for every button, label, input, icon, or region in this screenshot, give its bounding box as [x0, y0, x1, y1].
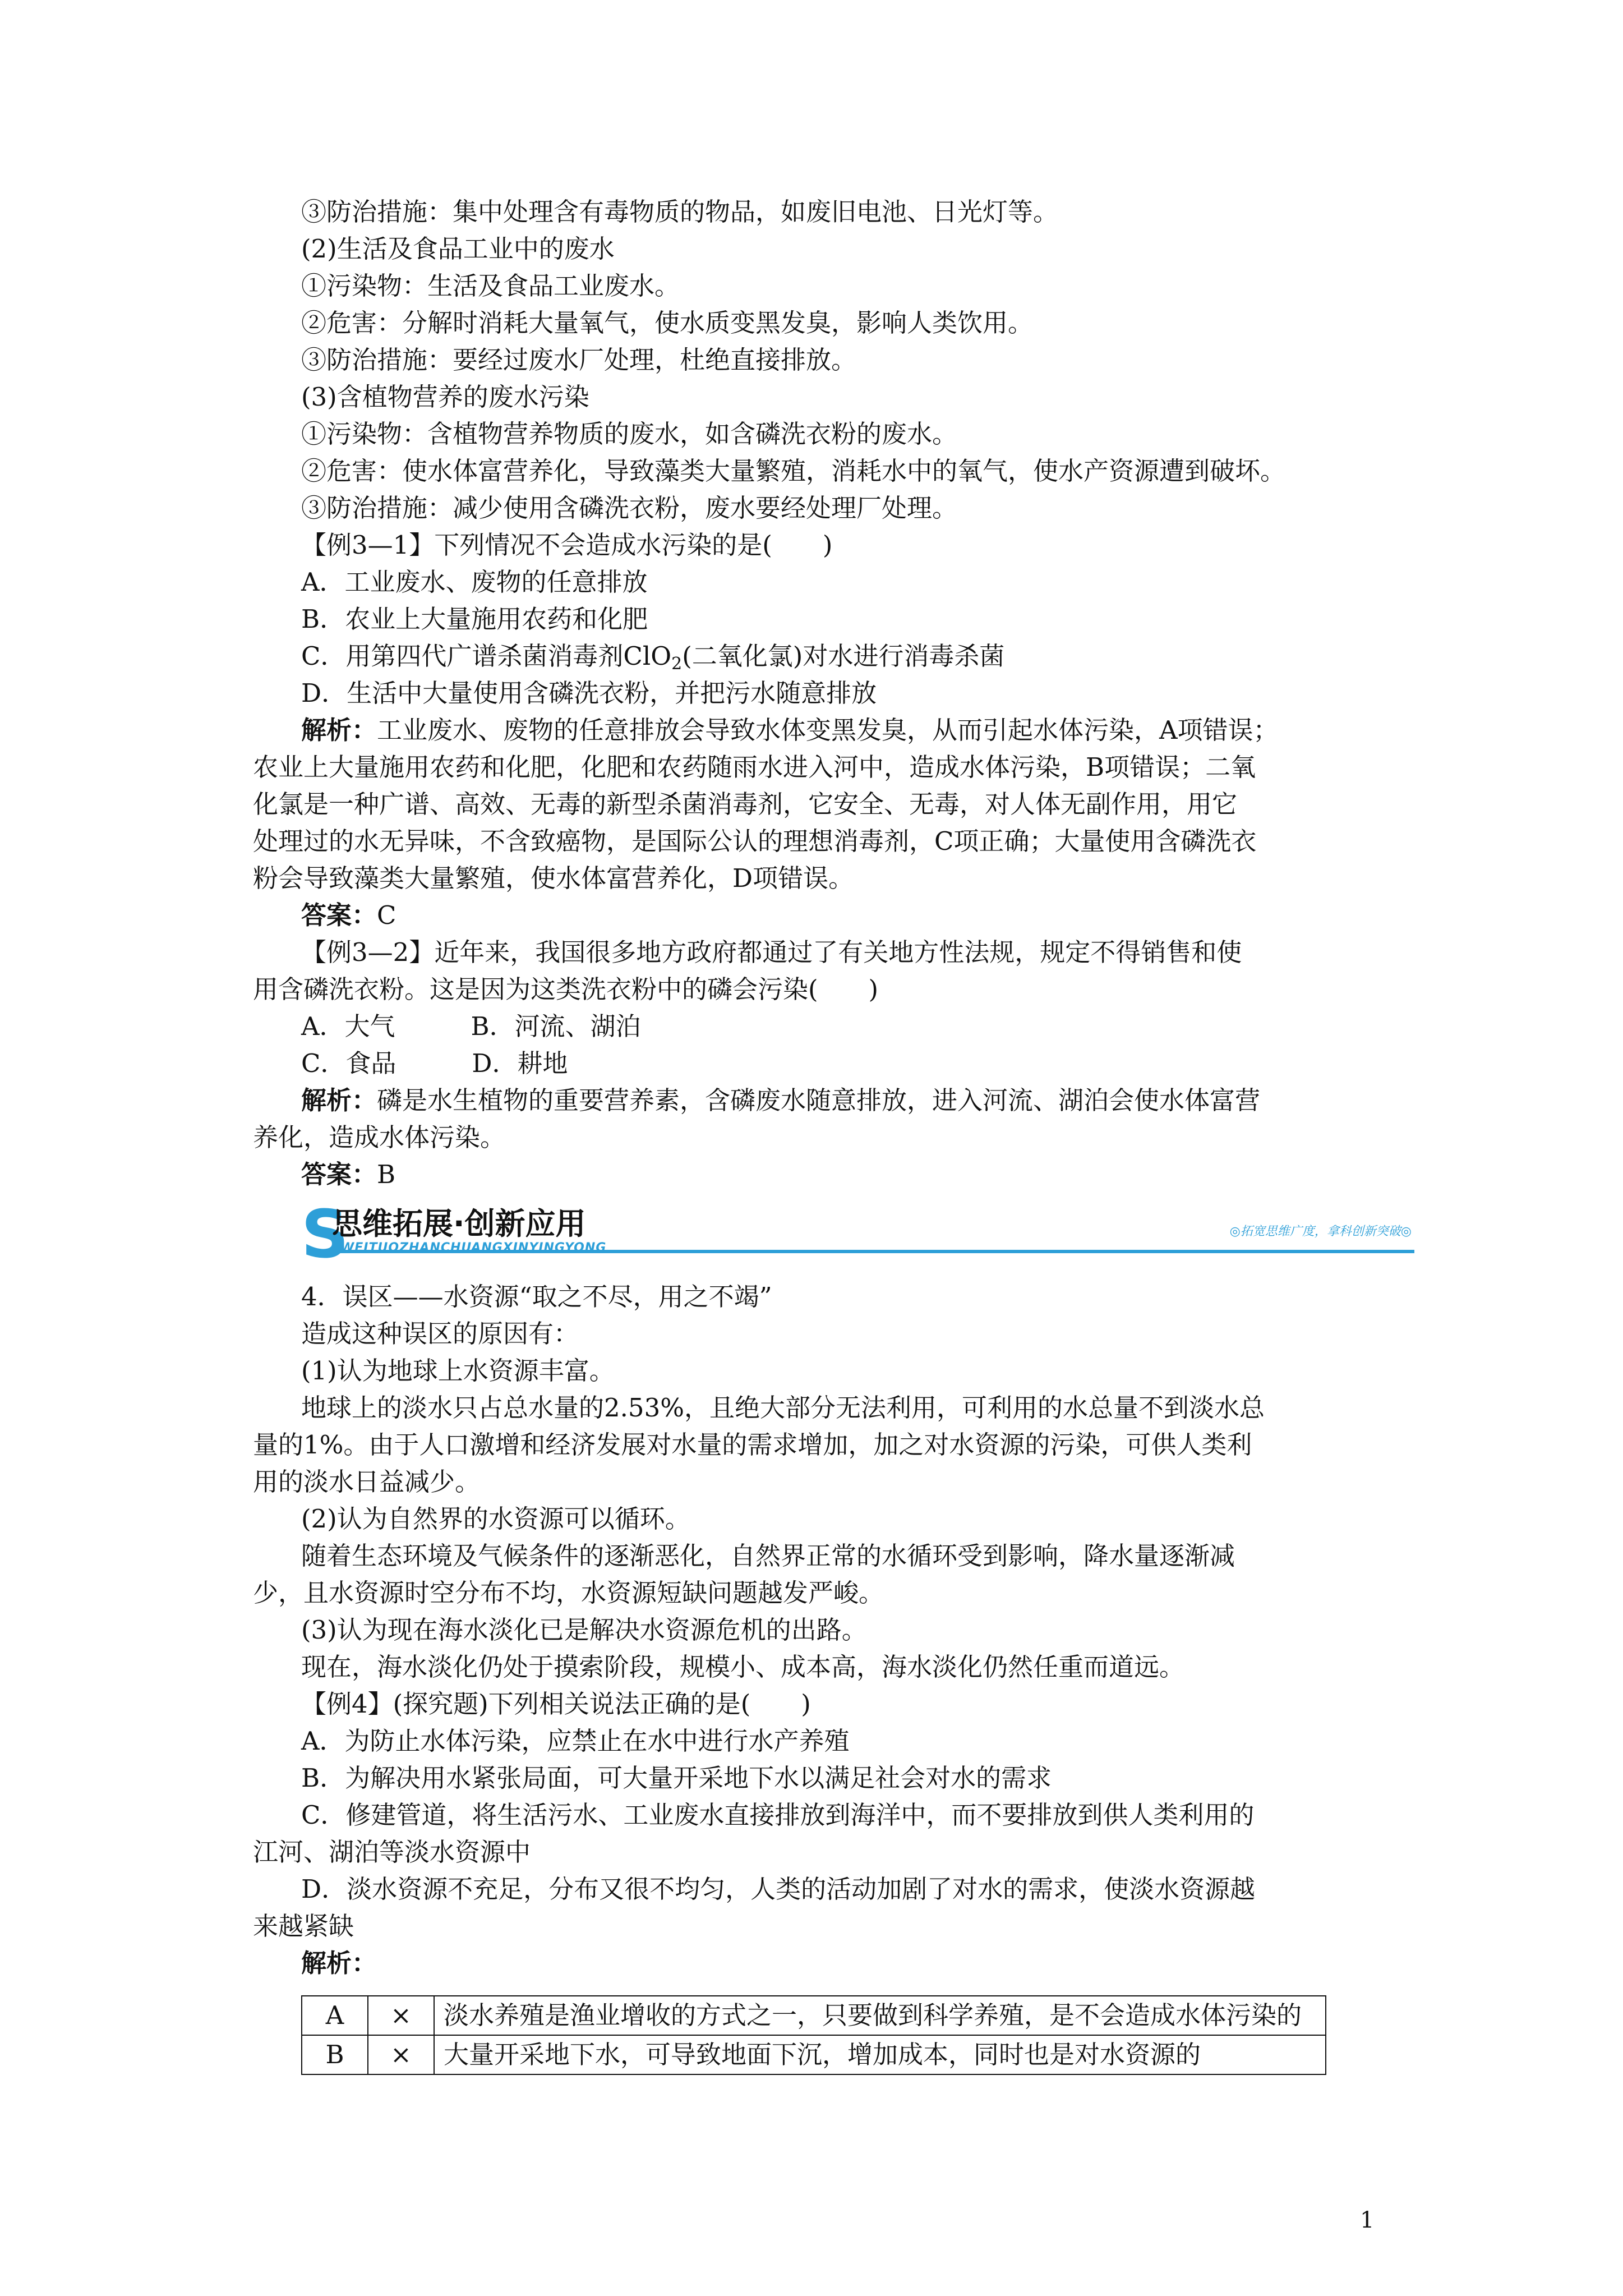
options-row: C．食品 D．耕地 [301, 1048, 568, 1078]
answer-line [301, 897, 1384, 934]
text-line: ②危害：使水体富营养化，导致藻类大量繁殖，消耗水中的氧气，使水产资源遭到破坏。 [301, 456, 1286, 486]
option-c-prefix: C．用第四代广谱杀菌消毒剂ClO [301, 641, 672, 671]
option-d: D．生活中大量使用含磷洗衣粉，并把污水随意排放 [301, 678, 877, 708]
example-3-1-question: 【例3—1】下列情况不会造成水污染的是( ) [301, 530, 833, 560]
table-cell-mark: × [368, 1996, 434, 2035]
option-b: B．为解决用水紧张局面，可大量开采地下水以满足社会对水的需求 [301, 1763, 1052, 1793]
text-line: (3)认为现在海水淡化已是解决水资源危机的出路。 [301, 1615, 867, 1645]
text-line: 随着生态环境及气候条件的逐渐恶化，自然界正常的水循环受到影响，降水量逐渐减 [301, 1541, 1235, 1571]
table-cell-text: 淡水养殖是渔业增收的方式之一，只要做到科学养殖，是不会造成水体污染的 [434, 1996, 1326, 2035]
example-4-question: 【例4】(探究题)下列相关说法正确的是( ) [301, 1689, 811, 1719]
text-line: (2)认为自然界的水资源可以循环。 [301, 1504, 690, 1534]
answer-value: C [377, 900, 396, 930]
section-banner [301, 1195, 1417, 1273]
option-c: C．修建管道，将生活污水、工业废水直接排放到海洋中，而不要排放到供人类利用的 [301, 1800, 1255, 1830]
analysis-line: 处理过的水无异味，不含致癌物，是国际公认的理想消毒剂，C项正确；大量使用含磷洗衣 [253, 826, 1257, 856]
text-line: ③防治措施：减少使用含磷洗衣粉，废水要经处理厂处理。 [301, 493, 958, 523]
answer-label: 答案： [301, 1159, 377, 1189]
option-d: D．淡水资源不充足，分布又很不均匀，人类的活动加剧了对水的需求，使淡水资源越 [301, 1874, 1256, 1904]
analysis-text: 工业废水、废物的任意排放会导致水体变黑发臭，从而引起水体污染，A项错误； [377, 715, 1279, 745]
option-a: A．为防止水体污染，应禁止在水中进行水产养殖 [301, 1726, 850, 1756]
text-line: (1)认为地球上水资源丰富。 [301, 1356, 615, 1386]
text-line: ①污染物：含植物营养物质的废水，如含磷洗衣粉的废水。 [301, 419, 958, 449]
table-cell-key: B [302, 2035, 368, 2074]
text-line: 造成这种误区的原因有： [301, 1319, 579, 1349]
analysis-line [301, 712, 1384, 749]
table-row [302, 1996, 1326, 2035]
banner-pinyin: WEITUOZHANCHUANGXINYINGYONG [340, 1241, 607, 1255]
banner-logo-letter: S [301, 1195, 349, 1273]
analysis-line [301, 1082, 1384, 1119]
banner-slogan: ◎拓宽思维广度，拿科创新突破◎ [1229, 1225, 1412, 1239]
text-line: ③防治措施：要经过废水厂处理，杜绝直接排放。 [301, 345, 857, 375]
analysis-table [301, 1995, 1326, 2075]
analysis-line: 农业上大量施用农药和化肥，化肥和农药随雨水进入河中，造成水体污染，B项错误；二氧 [253, 752, 1256, 782]
option-d-cont: 来越紧缺 [253, 1911, 354, 1941]
table-cell-key: A [302, 1996, 368, 2035]
text-line: 现在，海水淡化仍处于摸索阶段，规模小、成本高，海水淡化仍然任重而道远。 [301, 1652, 1185, 1682]
text-line: 量的1%。由于人口激增和经济发展对水量的需求增加，加之对水资源的污染，可供人类利 [253, 1430, 1252, 1460]
analysis-label: 解析： [301, 715, 377, 745]
analysis-label: 解析： [301, 1085, 377, 1115]
text-line: 地球上的淡水只占总水量的2.53%，且绝大部分无法利用，可利用的水总量不到淡水总 [301, 1393, 1265, 1423]
subscript: 2 [671, 654, 683, 674]
option-b: B．农业上大量施用农药和化肥 [301, 604, 648, 634]
example-3-2-question: 【例3—2】近年来，我国很多地方政府都通过了有关地方性法规，规定不得销售和使 [301, 937, 1242, 967]
text-line: ②危害：分解时消耗大量氧气，使水质变黑发臭，影响人类饮用。 [301, 308, 1034, 338]
text-line: (2)生活及食品工业中的废水 [301, 234, 615, 264]
table-cell-text: 大量开采地下水，可导致地面下沉，增加成本，同时也是对水资源的 [434, 2035, 1326, 2074]
table-cell-mark: × [368, 2035, 434, 2074]
option-c-suffix: (二氧化氯)对水进行消毒杀菌 [682, 641, 1005, 671]
text-line: 用的淡水日益减少。 [253, 1467, 481, 1497]
answer-value: B [377, 1159, 396, 1189]
text-line: ③防治措施：集中处理含有毒物质的物品，如废旧电池、日光灯等。 [301, 197, 1059, 227]
banner-title: 思维拓展·创新应用 [332, 1206, 586, 1241]
analysis-line: 化氯是一种广谱、高效、无毒的新型杀菌消毒剂，它安全、无毒，对人体无副作用，用它 [253, 789, 1238, 819]
page-number: 1 [1360, 2207, 1375, 2233]
example-3-2-question-cont: 用含磷洗衣粉。这是因为这类洗衣粉中的磷会污染( ) [253, 974, 879, 1004]
analysis-line: 养化，造成水体污染。 [253, 1122, 506, 1152]
section-heading: 4．误区——水资源“取之不尽，用之不竭” [301, 1282, 772, 1312]
analysis-line: 粉会导致藻类大量繁殖，使水体富营养化，D项错误。 [253, 863, 854, 893]
text-line: ①污染物：生活及食品工业废水。 [301, 271, 680, 301]
answer-line [301, 1156, 1384, 1193]
table-row [302, 2035, 1326, 2074]
option-a: A．工业废水、废物的任意排放 [301, 567, 648, 597]
option-c-cont: 江河、湖泊等淡水资源中 [253, 1837, 531, 1867]
analysis-label: 解析： [301, 1948, 377, 1978]
text-line: 少，且水资源时空分布不均，水资源短缺问题越发严峻。 [253, 1578, 884, 1608]
analysis-text: 磷是水生植物的重要营养素，含磷废水随意排放，进入河流、湖泊会使水体富营 [377, 1085, 1261, 1115]
answer-label: 答案： [301, 900, 377, 930]
options-row: A．大气 B．河流、湖泊 [301, 1011, 641, 1041]
text-line: (3)含植物营养的废水污染 [301, 382, 589, 412]
